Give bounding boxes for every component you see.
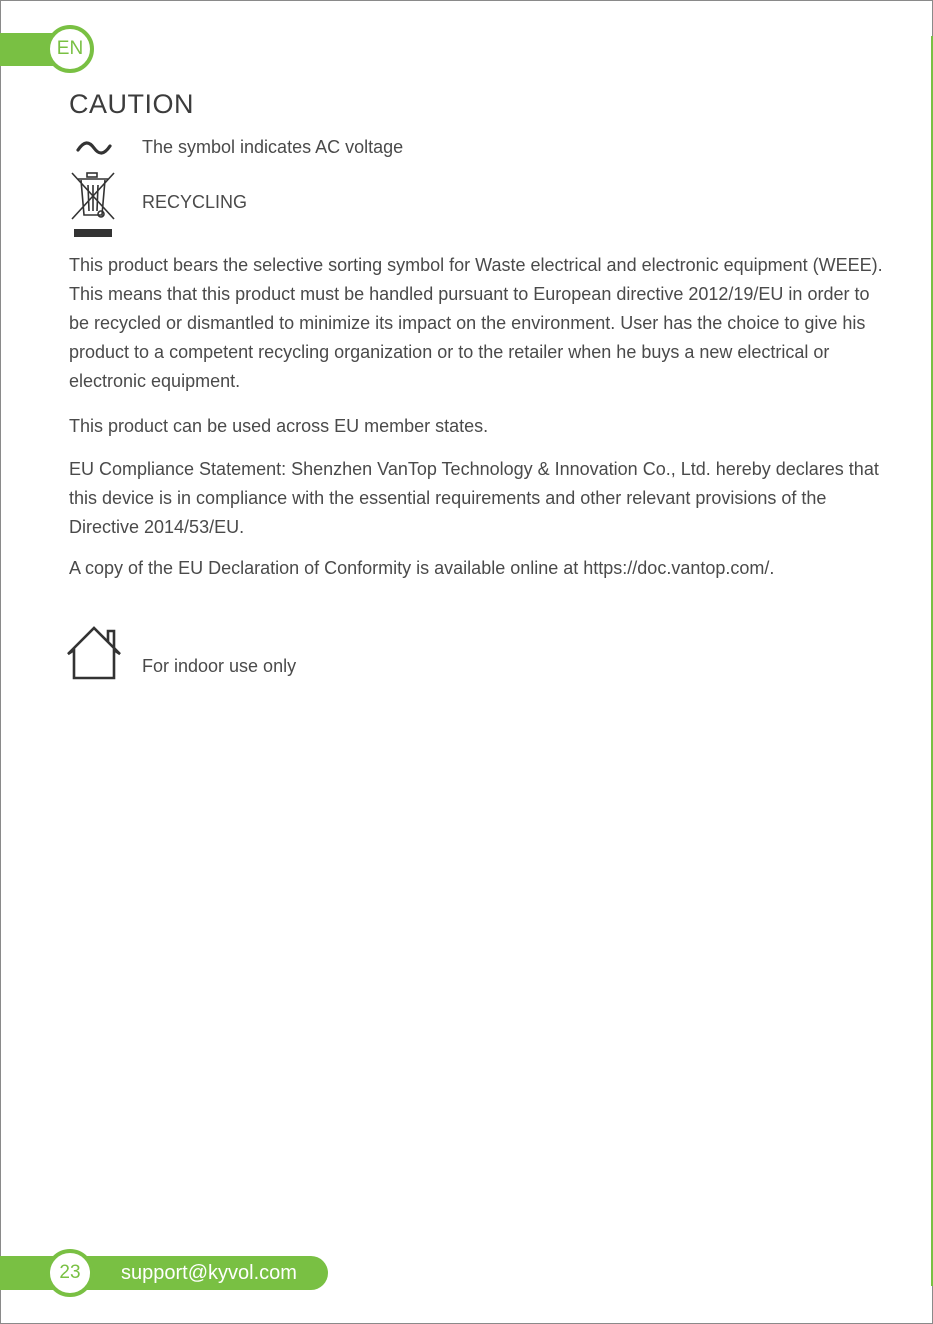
recycling-label: RECYCLING: [142, 192, 248, 212]
language-badge: [46, 25, 94, 73]
indoor-use-label: For indoor use only: [142, 656, 297, 676]
weee-paragraph: This product bears the selective sorting symbol for Waste electrical and electronic equipment (WEEE). This means that this product must be handled pursuant to European directive 2012/19/EU in order to be recycled or dismantled to minimize its impact on the environment. User has the choice to give his product to a competent recycling organization or to the retailer when he buys a new electrical or electronic equipment.: [69, 255, 883, 391]
page-number-badge: [46, 1249, 94, 1297]
support-email-link[interactable]: support@kyvol.com: [121, 1262, 297, 1284]
declaration-paragraph: A copy of the EU Declaration of Conformity is available online at https://doc.vantop.com/.: [69, 558, 775, 578]
ac-voltage-icon: [76, 139, 112, 162]
page-title: CAUTION: [69, 89, 194, 119]
house-icon: [66, 625, 126, 686]
compliance-paragraph: EU Compliance Statement: Shenzhen VanTop Technology & Innovation Co., Ltd. hereby declares that this device is in compliance with the essential requirements and other relevant provisions of the Directive 2014/53/EU.: [69, 459, 879, 537]
crossed-out-bin-icon: [68, 171, 118, 244]
eu-use-paragraph: This product can be used across EU member states.: [69, 416, 489, 436]
page-number: 23: [59, 1262, 81, 1283]
ac-voltage-label: The symbol indicates AC voltage: [142, 137, 404, 157]
language-code: EN: [56, 38, 84, 59]
